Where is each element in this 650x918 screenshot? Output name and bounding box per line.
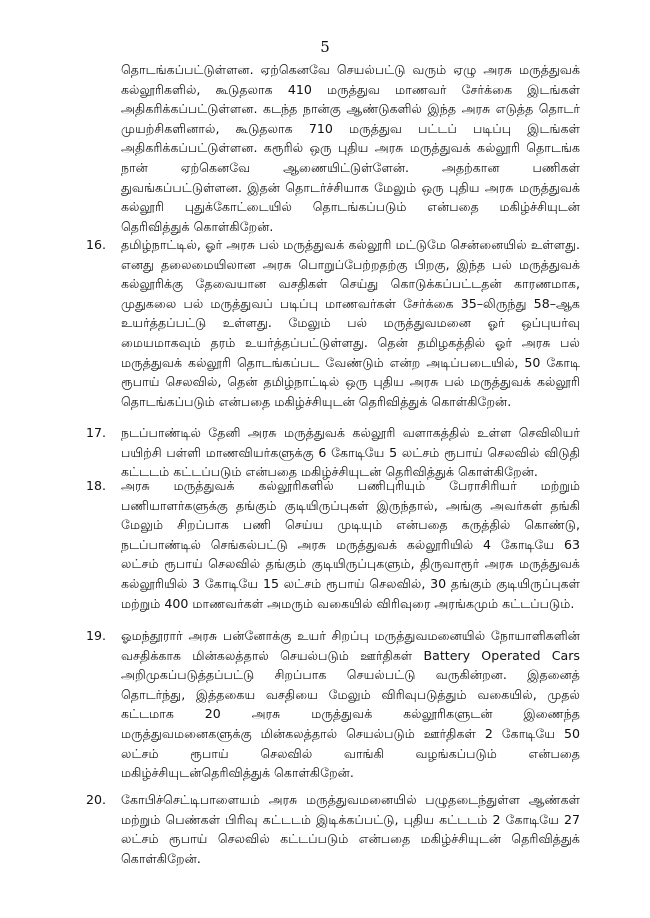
- item-number-19: 19.: [86, 628, 107, 643]
- item-number-20: 20.: [86, 792, 107, 807]
- intro-paragraph: தொடங்கப்பட்டுள்ளன. ஏற்கெனவே செயல்பட்டு வரும் ஏழு அரசு மருத்துவக் கல்லூரிகளில், கூடுதலாக 410 மருத்துவ மாணவர் சேர்க்கை இடங்கள் அதிகரிக்கப்பட்டுள்ளன. கடந்த நான்கு ஆண்டுகளில் இந்த அரசு எடுத்த தொடர் முயற்சிகளினால், கூடுதலாக 710 மருத்துவ பட்டப் படிப்பு இடங்கள் அதிகரிக்கப்பட்டுள்ளன. கரூரில் ஒரு புதிய அரசு மருத்துவக் கல்லூரி தொடங்க நான் ஏற்கெனவே ஆணையிட்டுள்ளேன். அதற்கான பணிகள் துவங்கப்பட்டுள்ளன. இதன் தொடர்ச்சியாக மேலும் ஒரு புதிய அரசு மருத்துவக் கல்லூரி புதுக்கோட்டையில் தொடங்கப்படும் என்பதை மகிழ்ச்சியுடன் தெரிவித்துக் கொள்கிறேன்.: [121, 62, 580, 234]
- page-number: 5: [320, 38, 330, 56]
- item-text-17: நடப்பாண்டில் தேனி அரசு மருத்துவக் கல்லூரி வளாகத்தில் உள்ள செவிலியர் பயிற்சி பள்ளி மாணவியர்களுக்கு 6 கோடியே 5 லட்சம் ரூபாய் செலவில் விடுதி கட்டடம் கட்டப்படும் என்பதை மகிழ்ச்சியுடன் தெரிவித்துக் கொள்கிறேன்.: [121, 425, 580, 480]
- item-text-19: ஓமந்தூரார் அரசு பன்னோக்கு உயர் சிறப்பு மருத்துவமனையில் நோயாளிகளின் வசதிக்காக மின்கலத்தால் செயல்படும் ஊர்திகள் Battery Operated Cars அறிமுகப்படுத்தப்பட்டு சிறப்பாக செயல்பட்டு வருகின்றன. இதனைத் தொடர்ந்து, இத்தகைய வசதியை மேலும் விரிவுபடுத்தும் வகையில், முதல் கட்டமாக 20 அரசு மருத்துவக் கல்லூரிகளுடன் இணைந்த மருத்துவமனைகளுக்கு மின்கலத்தால் செயல்படும் ஊர்திகள் 2 கோடியே 50 லட்சம் ரூபாய் செலவில் வாங்கி வழங்கப்படும் என்பதை மகிழ்ச்சியுடன்தெரிவித்துக் கொள்கிறேன்.: [121, 628, 580, 781]
- item-number-17: 17.: [86, 425, 107, 440]
- item-text-20: கோபிச்செட்டிபாளையம் அரசு மருத்துவமனையில் பழுதடைந்துள்ள ஆண்கள் மற்றும் பெண்கள் பிரிவு கட்டடம் இடிக்கப்பட்டு, புதிய கட்டடம் 2 கோடியே 27 லட்சம் ரூபாய் செலவில் கட்டப்படும் என்பதை மகிழ்ச்சியுடன் தெரிவித்துக் கொள்கிறேன்.: [121, 792, 580, 866]
- item-number-16: 16.: [86, 237, 107, 252]
- item-number-18: 18.: [86, 478, 107, 493]
- item-text-16: தமிழ்நாட்டில், ஓர் அரசு பல் மருத்துவக் கல்லூரி மட்டுமே சென்னையில் உள்ளது. எனது தலைமையிலான அரசு பொறுப்பேற்றதற்கு பிறகு, இந்த பல் மருத்துவக் கல்லூரிக்கு தேவையான வசதிகள் செய்து கொடுக்கப்பட்டதன் காரணமாக, முதுகலை பல் மருத்துவப் படிப்பு மாணவர்கள் சேர்க்கை 35–லிருந்து 58–ஆக உயர்த்தப்பட்டு உள்ளது. மேலும் பல் மருத்துவமனை ஓர் ஒப்புயர்வு மையமாகவும் தரம் உயர்த்தப்பட்டுள்ளது. தென் தமிழகத்தில் ஓர் அரசு பல் மருத்துவக் கல்லூரி தொடங்கப்பட வேண்டும் என்ற அடிப்படையில், 50 கோடி ரூபாய் செலவில், தென் தமிழ்நாட்டில் ஒரு புதிய அரசு பல் மருத்துவக் கல்லூரி தொடங்கப்படும் என்பதை மகிழ்ச்சியுடன் தெரிவித்துக் கொள்கிறேன்.: [121, 237, 580, 409]
- item-text-18: அரசு மருத்துவக் கல்லூரிகளில் பணிபுரியும் பேராசிரியர் மற்றும் பணியாளர்களுக்கு தங்கும் குடியிருப்புகள் இருந்தால், அங்கு அவர்கள் தங்கி மேலும் சிறப்பாக பணி செய்ய முடியும் என்பதை கருத்தில் கொண்டு, நடப்பாண்டில் செங்கல்பட்டு அரசு மருத்துவக் கல்லூரியில் 4 கோடியே 63 லட்சம் ரூபாய் செலவில் தங்கும் குடியிருப்புகளும், திருவாரூர் அரசு மருத்துவக் கல்லூரியில் 3 கோடியே 15 லட்சம் ரூபாய் செலவில், 30 தங்கும் குடியிருப்புகள் மற்றும் 400 மாணவர்கள் அமரும் வகையில் விரிவுரை அரங்கமும் கட்டப்படும்.: [121, 478, 580, 611]
